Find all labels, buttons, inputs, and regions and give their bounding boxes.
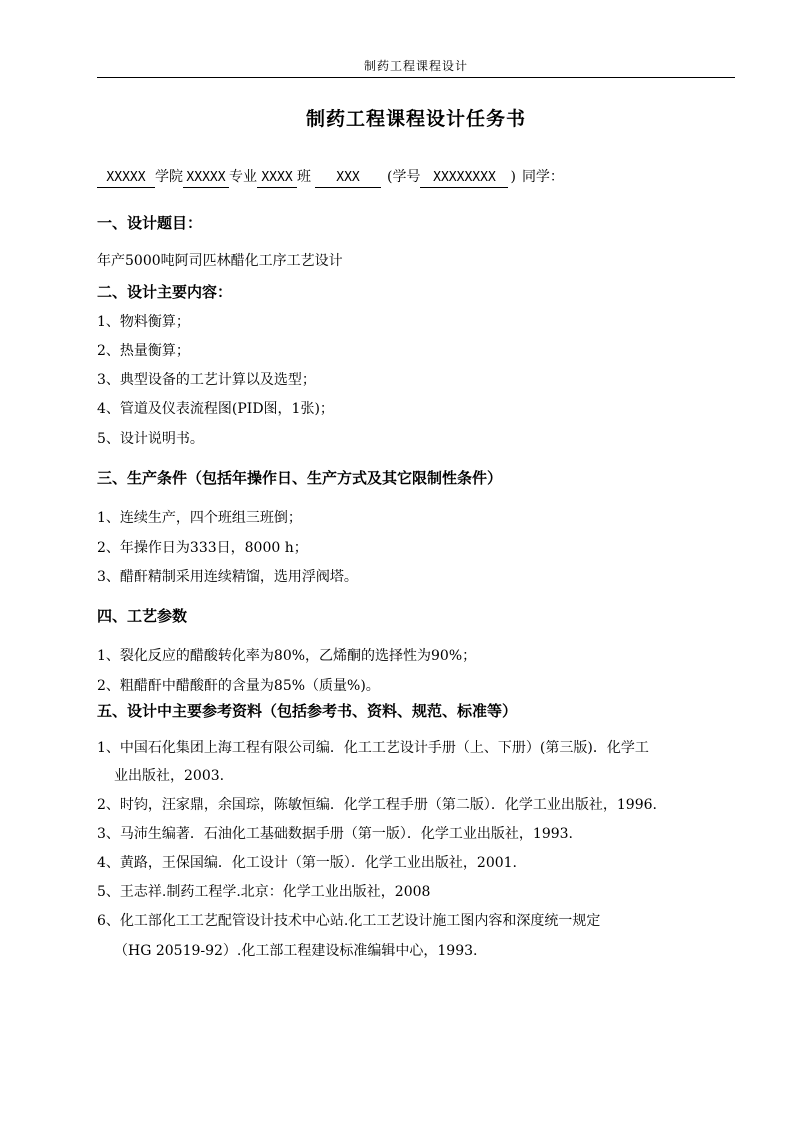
reference-item: 3、马沛生编著．石油化工基础数据手册（第一版）．化学工业出版社，1993. bbox=[97, 826, 573, 842]
major-value: XXXXX bbox=[183, 169, 229, 188]
student-info-line bbox=[97, 168, 737, 188]
reference-item: 6、化工部化工工艺配管设计技术中心站.化工工艺设计施工图内容和深度统一规定 bbox=[97, 913, 601, 929]
section-heading-conditions: 三、生产条件（包括年操作日、生产方式及其它限制性条件） bbox=[97, 469, 503, 487]
content-item: 1、物料衡算； bbox=[97, 314, 190, 330]
student-id-close: ) bbox=[510, 169, 516, 185]
parameter-item: 1、裂化反应的醋酸转化率为80%，乙烯酮的选择性为90%； bbox=[97, 648, 477, 664]
reference-item: 1、中国石化集团上海工程有限公司编．化工工艺设计手册（上、下册）(第三版)．化学工 bbox=[97, 740, 649, 756]
parameter-item: 2、粗醋酐中醋酸酐的含量为85%（质量%)。 bbox=[97, 678, 380, 694]
student-id-open: (学号 bbox=[387, 169, 421, 185]
reference-item: 4、黄路，王保国编．化工设计（第一版）．化学工业出版社，2001. bbox=[97, 855, 517, 871]
reference-item: 2、时钧，汪家鼎，余国琮，陈敏恒编．化学工程手册（第二版）．化学工业出版社，1996. bbox=[97, 797, 657, 813]
reference-item-continuation: （HG 20519-92）.化工部工程建设标准编辑中心，1993. bbox=[114, 943, 478, 959]
condition-item: 2、年操作日为333日，8000 h； bbox=[97, 540, 308, 556]
condition-item: 3、醋酐精制采用连续精馏，选用浮阀塔。 bbox=[97, 569, 358, 585]
content-item: 2、热量衡算； bbox=[97, 343, 190, 359]
section-heading-topic: 一、设计题目： bbox=[97, 214, 203, 232]
condition-item: 1、连续生产，四个班组三班倒； bbox=[97, 510, 302, 526]
header-rule bbox=[97, 77, 735, 78]
class-value: XXXX bbox=[257, 169, 297, 188]
section-heading-content: 二、设计主要内容： bbox=[97, 283, 233, 301]
student-name-value: XXX bbox=[315, 169, 381, 188]
college-value: XXXXX bbox=[97, 169, 155, 188]
design-topic: 年产5000吨阿司匹林醋化工序工艺设计 bbox=[97, 253, 343, 269]
content-item: 3、典型设备的工艺计算以及选型； bbox=[97, 372, 316, 388]
section-heading-references: 五、设计中主要参考资料（包括参考书、资料、规范、标准等） bbox=[97, 702, 518, 720]
major-label: 专业 bbox=[229, 169, 257, 185]
college-label: 学院 bbox=[155, 169, 183, 185]
section-heading-parameters: 四、工艺参数 bbox=[97, 607, 188, 625]
content-item: 5、设计说明书。 bbox=[97, 431, 204, 447]
running-header: 制药工程课程设计 bbox=[363, 59, 468, 73]
greeting: 同学： bbox=[521, 169, 564, 185]
class-label: 班 bbox=[297, 169, 311, 185]
reference-item: 5、王志祥.制药工程学.北京：化学工业出版社，2008 bbox=[97, 884, 431, 900]
reference-item-continuation: 业出版社，2003. bbox=[114, 768, 225, 784]
document-title: 制药工程课程设计任务书 bbox=[305, 108, 526, 130]
content-item: 4、管道及仪表流程图(PID图，1张)； bbox=[97, 401, 334, 417]
student-id-value: XXXXXXXX bbox=[420, 169, 508, 188]
